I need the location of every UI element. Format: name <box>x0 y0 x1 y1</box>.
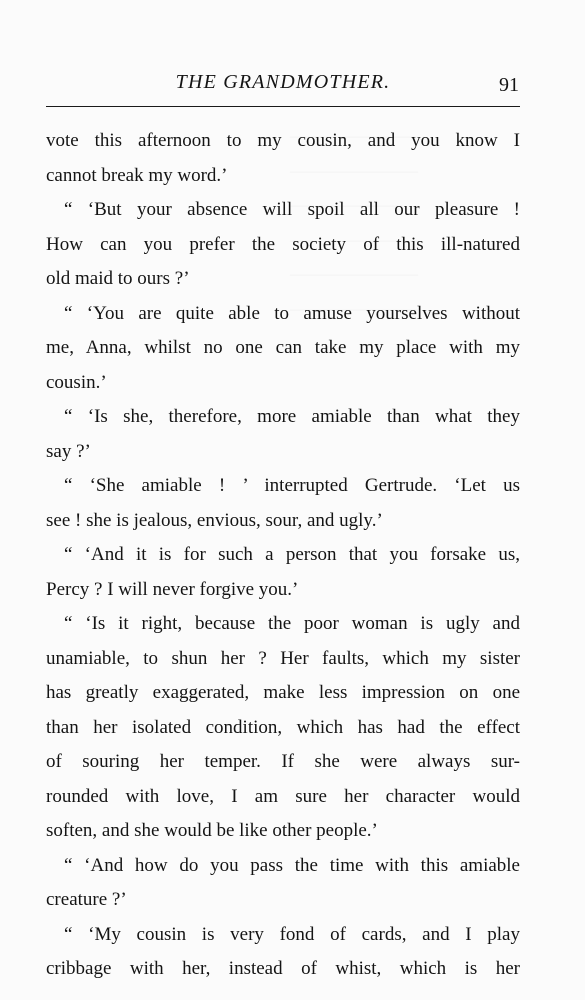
body-text <box>46 124 520 987</box>
text-line: “ ‘And it is for such a person that you forsake us, <box>64 544 520 565</box>
text-line: “ ‘She amiable ! ’ interrupted Gertrude. ‘Let us <box>64 475 520 496</box>
text-line: “ ‘You are quite able to amuse yourselves without <box>64 302 520 324</box>
text-line: see ! she is jealous, envious, sour, and ugly.’ <box>46 509 383 531</box>
text-line: has greatly exaggerated, make less impression on one <box>46 682 520 703</box>
text-line: “ ‘But your absence will spoil all our pleasure ! <box>64 199 520 220</box>
text-line: How can you prefer the society of this ill-natured <box>46 233 520 255</box>
text-line: me, Anna, whilst no one can take my place with my <box>46 337 520 358</box>
text-line: cousin.’ <box>46 371 107 393</box>
text-line: old maid to ours ?’ <box>46 268 190 289</box>
text-line: “ ‘Is she, therefore, more amiable than what they <box>64 406 520 427</box>
page-number: 91 <box>499 74 519 96</box>
header-rule <box>46 106 520 107</box>
text-line: “ ‘Is it right, because the poor woman is ugly and <box>64 613 520 634</box>
text-line: “ ‘And how do you pass the time with this amiable <box>64 854 520 876</box>
text-line: cribbage with her, instead of whist, which is her <box>46 958 520 979</box>
text-line: vote this afternoon to my cousin, and you know I <box>46 130 520 151</box>
text-line: Percy ? I will never forgive you.’ <box>46 578 299 600</box>
text-line: cannot break my word.’ <box>46 164 228 186</box>
text-line: “ ‘My cousin is very fond of cards, and I play <box>64 923 520 945</box>
text-line: unamiable, to shun her ? Her faults, which my sister <box>46 647 520 669</box>
running-header-title: THE GRANDMOTHER. <box>175 71 391 93</box>
text-line: of souring her temper. If she were always sur- <box>46 751 520 772</box>
text-line: creature ?’ <box>46 889 127 910</box>
text-line: rounded with love, I am sure her character would <box>46 785 520 807</box>
text-line: than her isolated condition, which has had the effect <box>46 716 520 738</box>
text-line: soften, and she would be like other people.’ <box>46 820 378 841</box>
text-line: say ?’ <box>46 440 91 462</box>
